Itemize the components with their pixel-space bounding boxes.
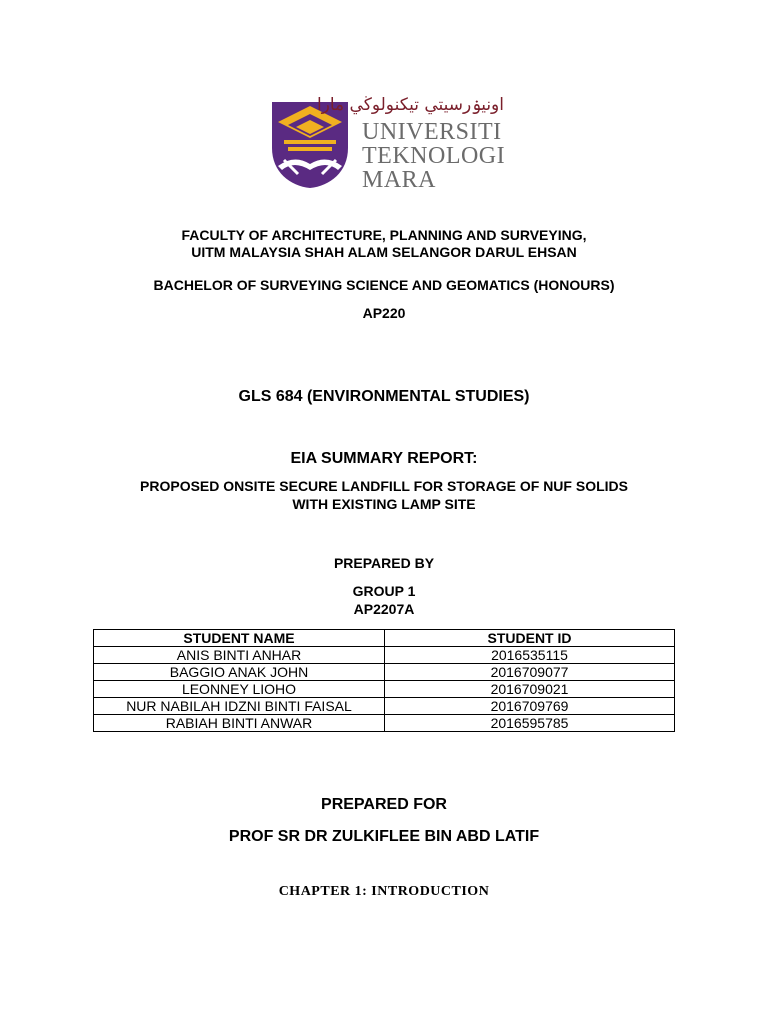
- logo-line-2: TEKNOLOGI: [362, 143, 506, 169]
- student-id: 2016709769: [385, 698, 675, 715]
- logo-line-3: MARA: [362, 167, 437, 193]
- faculty-line-2: UITM MALAYSIA SHAH ALAM SELANGOR DARUL EHSAN: [191, 244, 577, 260]
- lecturer-name: PROF SR DR ZULKIFLEE BIN ABD LATIF: [228, 828, 540, 845]
- student-id: 2016709077: [385, 664, 675, 681]
- chapter-heading: CHAPTER 1: INTRODUCTION: [278, 884, 490, 899]
- students-table: [93, 629, 675, 732]
- student-id: 2016709021: [385, 681, 675, 698]
- student-name: RABIAH BINTI ANWAR: [94, 715, 385, 732]
- table-row: [94, 681, 675, 698]
- program-title: BACHELOR OF SURVEYING SCIENCE AND GEOMATICS (HONOURS): [153, 277, 615, 293]
- student-name: NUR NABILAH IDZNI BINTI FAISAL: [94, 698, 385, 715]
- table-row: [94, 698, 675, 715]
- prepared-by-label: PREPARED BY: [333, 555, 435, 571]
- university-logo: [262, 92, 514, 196]
- table-header-row: [94, 630, 675, 647]
- project-line-1: PROPOSED ONSITE SECURE LANDFILL FOR STORAGE OF NUF SOLIDS: [140, 478, 628, 494]
- student-id: 2016535115: [385, 647, 675, 664]
- student-name: BAGGIO ANAK JOHN: [94, 664, 385, 681]
- table-row: [94, 664, 675, 681]
- group-name: GROUP 1: [352, 583, 416, 599]
- table-row: [94, 715, 675, 732]
- header-student-id: STUDENT ID: [385, 630, 675, 647]
- header-student-name: STUDENT NAME: [94, 630, 385, 647]
- student-name: ANIS BINTI ANHAR: [94, 647, 385, 664]
- table-row: [94, 647, 675, 664]
- prepared-for-label: PREPARED FOR: [321, 796, 447, 813]
- faculty-line-1: FACULTY OF ARCHITECTURE, PLANNING AND SURVEYING,: [181, 227, 587, 243]
- course-title: GLS 684 (ENVIRONMENTAL STUDIES): [238, 388, 530, 405]
- student-id: 2016595785: [385, 715, 675, 732]
- logo-line-1: UNIVERSITI: [362, 119, 502, 145]
- program-code: AP220: [362, 305, 406, 321]
- student-name: LEONNEY LIOHO: [94, 681, 385, 698]
- class-code: AP2207A: [353, 601, 415, 617]
- logo-jawi-text: اونيۏرسيتي تيكنولوڬي مارا: [316, 95, 504, 115]
- report-title: EIA SUMMARY REPORT:: [290, 450, 478, 467]
- project-line-2: WITH EXISTING LAMP SITE: [292, 496, 476, 512]
